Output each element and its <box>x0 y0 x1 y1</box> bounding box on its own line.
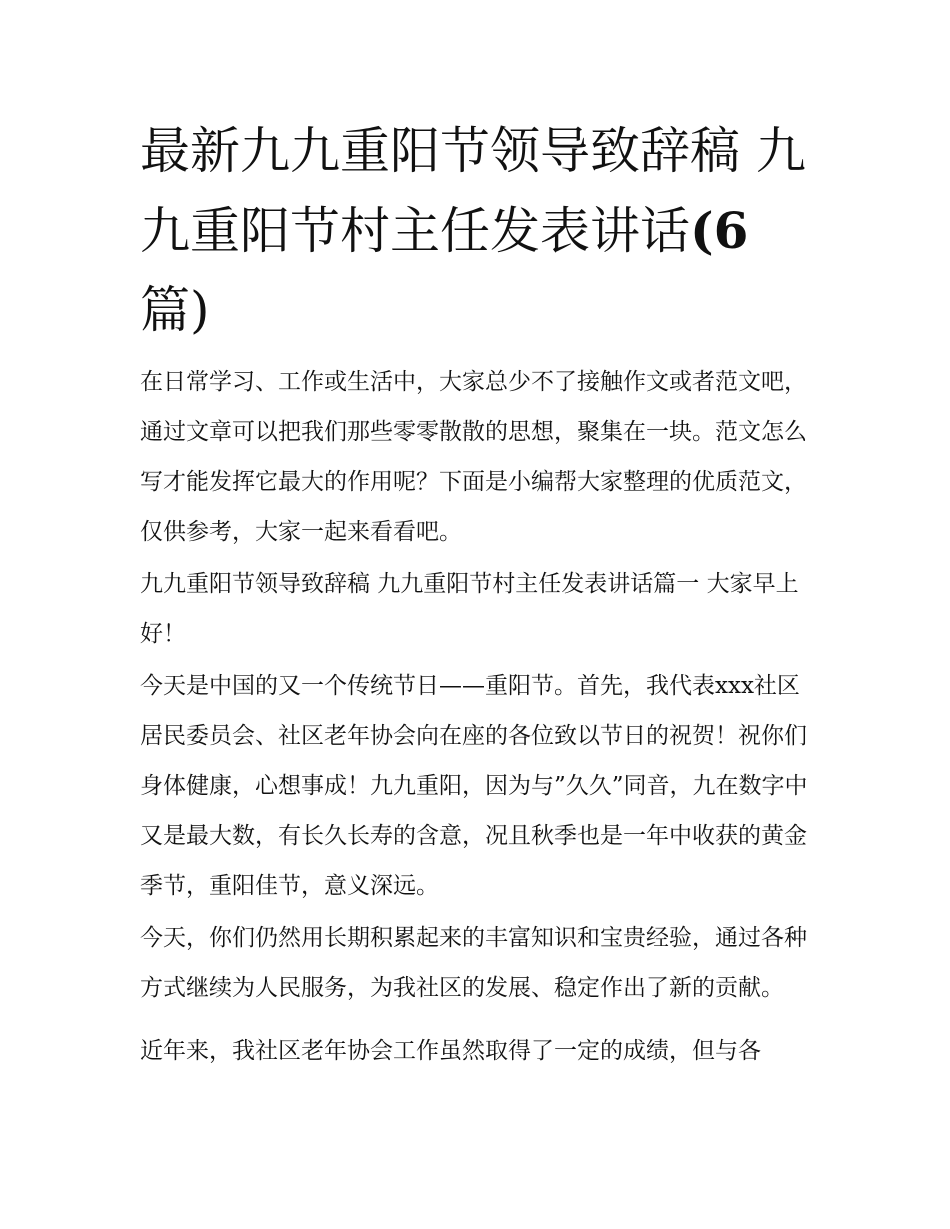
document-body <box>140 357 820 1078</box>
paragraph-section-heading: 九九重阳节领导致辞稿 九九重阳节村主任发表讲话篇一 大家早上好！ <box>140 571 799 647</box>
paragraph-intro: 在日常学习、工作或生活中，大家总少不了接触作文或者范文吧，通过文章可以把我们那些零零散散的思想，聚集在一块。范文怎么写才能发挥它最大的作用呢？下面是小编帮大家整理的优质范文，仅供参考，大家一起来看看吧。 <box>140 369 807 545</box>
title-text: 最新九九重阳节领导致辞稿 九九重阳节村主任发表讲话 <box>140 122 806 260</box>
paragraph-greeting: 今天是中国的又一个传统节日——重阳节。首先，我代表xxx社区居民委员会、社区老年协会向在座的各位致以节日的祝贺！祝你们身体健康，心想事成！九九重阳，因为与”久久”同音，九在数字中又是最大数，有长久长寿的含意，况且秋季也是一年中收获的黄金季节，重阳佳节，意义深远。 <box>140 673 808 899</box>
document-title <box>140 112 820 350</box>
paragraph-contribution: 今天，你们仍然用长期积累起来的丰富知识和宝贵经验，通过各种方式继续为人民服务，为我社区的发展、稳定作出了新的贡献。 <box>140 925 807 1001</box>
title-count-open: (6 <box>690 201 749 260</box>
paragraph-recent-years: 近年来，我社区老年协会工作虽然取得了一定的成绩，但与各 <box>140 1038 761 1064</box>
title-count-close: 篇) <box>140 281 210 339</box>
